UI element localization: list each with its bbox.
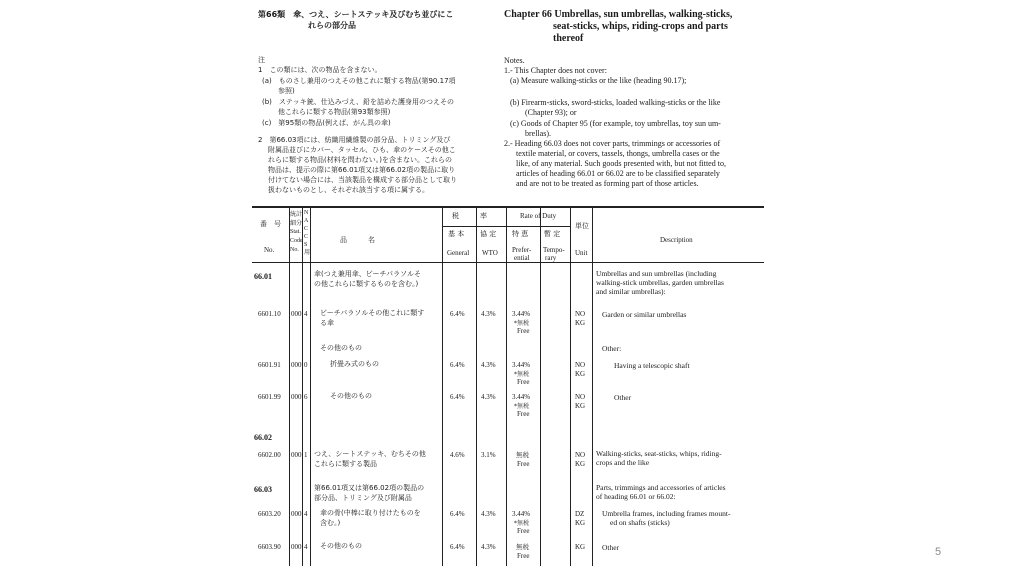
header-temp-en-1: Tempo- <box>543 246 565 254</box>
row-6601-91-stat: 000 <box>291 361 302 369</box>
header-rate-jp: 税 率 <box>452 212 487 220</box>
notes-en-1: 1.- This Chapter does not cover: <box>504 66 607 75</box>
heading-66-02-no: 66.02 <box>254 433 272 442</box>
header-nacc-use: 用 <box>304 249 311 256</box>
notes-jp-1a-line2: 参照) <box>278 87 295 95</box>
header-nacc-c2: C <box>304 234 309 240</box>
row-6601-91-pref-1: 3.44% <box>512 361 531 369</box>
row-6601-99-nacc: 6 <box>304 393 308 401</box>
header-unit-jp: 単位 <box>575 222 589 230</box>
col-rule-4 <box>442 206 443 566</box>
notes-en-2-line1: 2.- Heading 66.03 does not cover parts, trimmings or accessories of <box>504 139 721 148</box>
row-6603-90-stat: 000 <box>291 543 302 551</box>
row-6601-10-jp-1: ビーチパラソルその他これに類す <box>320 309 425 317</box>
row-6603-90-unit: KG <box>575 543 586 551</box>
row-6601-99-wto: 4.3% <box>481 393 496 401</box>
row-6601-91-wto: 4.3% <box>481 361 496 369</box>
row-6603-20-pref-2: *無税 <box>514 520 530 527</box>
heading-66-01-en-1: Umbrellas and sun umbrellas (including <box>596 269 717 278</box>
chapter-title-jp-line1: 第66類 傘、つえ、シートステッキ及びむち並びにこ <box>258 10 454 19</box>
row-6602-00-unit-1: NO <box>575 451 586 459</box>
chapter-title-jp-line2: れらの部分品 <box>308 21 356 30</box>
row-6603-20-no: 6603.20 <box>258 510 281 518</box>
heading-66-03-en-1: Parts, trimmings and accessories of articles <box>596 483 726 492</box>
row-6601-99-no: 6601.99 <box>258 393 281 401</box>
row-6601-99-unit-2: KG <box>575 402 586 410</box>
scanned-tariff-page <box>252 6 770 570</box>
notes-en-2-line3: like, of any material. Such goods presented with, but not fitted to, <box>516 159 726 168</box>
header-pref-en-1: Prefer- <box>512 246 532 254</box>
header-stat-4: Code <box>290 238 303 244</box>
row-6603-20-jp-2: 含む。) <box>320 519 341 527</box>
header-wto-en: WTO <box>482 249 498 257</box>
header-pref-en-2: ential <box>514 254 530 262</box>
row-6603-90-pref-1: 無税 <box>516 543 529 551</box>
subheading-other-en: Other: <box>602 344 622 353</box>
header-no-en: No. <box>264 246 275 254</box>
notes-en-2-line5: and are not to be treated as forming part of those articles. <box>516 179 699 188</box>
notes-jp-2-line5: 付けてない場合には、当該製品を構成する部分品として取り <box>268 176 457 184</box>
row-6602-00-nacc: 1 <box>304 451 308 459</box>
col-rule-9 <box>592 206 593 566</box>
row-6601-99-en: Other <box>614 393 632 402</box>
row-6603-90-general: 6.4% <box>450 543 465 551</box>
row-6603-20-general: 6.4% <box>450 510 465 518</box>
row-6601-10-unit-2: KG <box>575 319 586 327</box>
header-rate-en: Rate of Duty <box>520 212 557 220</box>
row-6603-20-stat: 000 <box>291 510 302 518</box>
chapter-title-en-line1: Chapter 66 Umbrellas, sun umbrellas, walking-sticks, <box>504 9 733 20</box>
row-6603-20-en-2: ed on shafts (sticks) <box>610 518 670 527</box>
row-6602-00-en-1: Walking-sticks, seat-sticks, whips, riding- <box>596 449 722 458</box>
row-6601-10-stat: 000 <box>291 310 302 318</box>
header-unit-en: Unit <box>575 249 588 257</box>
col-rule-7 <box>540 206 541 566</box>
header-no-jp: 番 号 <box>260 220 281 228</box>
row-6601-99-pref-3: Free <box>517 410 530 418</box>
header-wto-jp: 協 定 <box>480 230 497 238</box>
row-6601-91-pref-2: *無税 <box>514 371 530 378</box>
heading-66-03-en-2: of heading 66.01 or 66.02: <box>596 492 676 501</box>
chapter-title-en-line3: thereof <box>553 33 584 44</box>
notes-en-2-line4: articles of heading 66.01 or 66.02 are to be classified separately <box>516 169 720 178</box>
row-6601-99-stat: 000 <box>291 393 302 401</box>
heading-66-01-jp-1: 傘(つえ兼用傘、ビーチパラソルそ <box>314 270 422 278</box>
row-6602-00-jp-1: つえ、シートステッキ、むちその他 <box>314 450 426 458</box>
header-name-jp: 品 名 <box>340 236 375 244</box>
col-rule-6 <box>506 206 507 566</box>
row-6603-90-nacc: 4 <box>304 543 308 551</box>
chapter-title-en-line2: seat-sticks, whips, riding-crops and parts <box>553 21 728 32</box>
row-6601-10-nacc: 4 <box>304 310 308 318</box>
heading-66-01-no: 66.01 <box>254 272 272 281</box>
row-6601-91-en: Having a telescopic shaft <box>614 361 690 370</box>
row-6602-00-no: 6602.00 <box>258 451 281 459</box>
notes-en-1b-line2: (Chapter 93); or <box>525 108 577 117</box>
row-6603-90-en: Other <box>602 543 620 552</box>
notes-en-1c-line2: brellas). <box>525 129 551 138</box>
table-top-rule <box>252 206 764 208</box>
col-rule-8 <box>570 206 571 566</box>
heading-66-03-no: 66.03 <box>254 485 272 494</box>
row-6602-00-pref-2: Free <box>517 460 530 468</box>
row-6601-91-pref-3: Free <box>517 378 530 386</box>
row-6603-20-jp-1: 傘の骨(中棒に取り付けたものを <box>320 509 421 517</box>
row-6603-20-pref-3: Free <box>517 527 530 535</box>
row-6602-00-wto: 3.1% <box>481 451 496 459</box>
row-6602-00-pref-1: 無税 <box>516 451 529 459</box>
header-stat-2: 細分 <box>290 220 303 227</box>
notes-jp-1a-line1: (a) ものさし兼用のつえその他これに類する物品(第90.17項 <box>262 77 456 85</box>
row-6601-10-unit-1: NO <box>575 310 586 318</box>
header-nacc-n: N <box>304 210 309 216</box>
row-6601-99-jp: その他のもの <box>330 392 372 400</box>
row-6602-00-jp-2: これらに類する製品 <box>314 460 377 468</box>
heading-66-03-jp-1: 第66.01項又は第66.02項の製品の <box>314 484 425 492</box>
notes-jp-1: 1 この類には、次の物品を含まない。 <box>258 66 382 74</box>
col-rule-1 <box>289 206 290 566</box>
notes-jp-2-line3: れらに類する物品(材料を問わない。)を含まない。これらの <box>268 156 452 164</box>
row-6602-00-unit-2: KG <box>575 460 586 468</box>
heading-66-01-jp-2: の他これらに類するものを含む。) <box>314 280 419 288</box>
header-pref-jp: 特 恵 <box>512 230 529 238</box>
slide-number: 5 <box>935 546 942 558</box>
row-6603-20-wto: 4.3% <box>481 510 496 518</box>
notes-jp-2-line1: 2 第66.03項には、紡織用繊維製の部分品、トリミング及び <box>258 136 451 144</box>
notes-en-heading: Notes. <box>504 56 525 65</box>
row-6601-91-unit-1: NO <box>575 361 586 369</box>
notes-jp-1b-line2: 他これらに類する物品(第93類参照) <box>278 108 391 116</box>
header-description: Description <box>660 236 693 244</box>
row-6601-99-pref-1: 3.44% <box>512 393 531 401</box>
row-6601-91-jp: 折畳み式のもの <box>330 360 379 368</box>
row-6601-99-pref-2: *無税 <box>514 403 530 410</box>
header-nacc-s: S <box>304 242 308 248</box>
heading-66-01-en-2: walking-stick umbrellas, garden umbrellas <box>596 278 724 287</box>
notes-en-1a: (a) Measure walking-sticks or the like (heading 90.17); <box>510 76 687 85</box>
row-6601-99-general: 6.4% <box>450 393 465 401</box>
row-6601-10-jp-2: る傘 <box>320 319 334 327</box>
row-6601-10-no: 6601.10 <box>258 310 281 318</box>
row-6603-90-jp: その他のもの <box>320 542 362 550</box>
row-6602-00-general: 4.6% <box>450 451 465 459</box>
table-header-rule <box>252 262 764 263</box>
heading-66-01-en-3: and similar umbrellas): <box>596 287 666 296</box>
header-temp-en-2: rary <box>545 254 557 262</box>
row-6601-10-en: Garden or similar umbrellas <box>602 310 687 319</box>
notes-en-1c-line1: (c) Goods of Chapter 95 (for example, toy umbrellas, toy sun um- <box>510 119 721 128</box>
row-6601-10-general: 6.4% <box>450 310 465 318</box>
col-rule-2 <box>302 206 303 566</box>
header-stat-3: Stat. <box>290 229 301 235</box>
header-stat-1: 統計 <box>290 211 303 218</box>
header-general-en: General <box>447 249 470 257</box>
notes-en-2-line2: textile material, or covers, tassels, thongs, umbrella cases or the <box>516 149 720 158</box>
row-6601-91-nacc: 0 <box>304 361 308 369</box>
notes-en-1b-line1: (b) Firearm-sticks, sword-sticks, loaded walking-sticks or the like <box>510 98 721 107</box>
row-6601-10-pref-1: 3.44% <box>512 310 531 318</box>
col-rule-3 <box>310 206 311 566</box>
row-6603-20-en-1: Umbrella frames, including frames mount- <box>602 509 731 518</box>
header-stat-5: No. <box>290 247 299 253</box>
row-6601-91-unit-2: KG <box>575 370 586 378</box>
notes-jp-2-line4: 物品は、提示の際に第66.01項又は第66.02項の製品に取り <box>268 166 456 174</box>
col-rule-5 <box>476 206 477 566</box>
header-temp-jp: 暫 定 <box>544 230 561 238</box>
row-6603-20-unit-2: KG <box>575 519 586 527</box>
row-6603-20-nacc: 4 <box>304 510 308 518</box>
notes-jp-2-line6: 扱わないものとし、それぞれ該当する項に属する。 <box>268 186 429 194</box>
header-nacc-c1: C <box>304 226 309 232</box>
row-6602-00-en-2: crops and the like <box>596 458 650 467</box>
notes-jp-1b-line1: (b) ステッキ銃、仕込みづえ、鉛を詰めた護身用のつえその <box>262 98 455 106</box>
row-6601-99-unit-1: NO <box>575 393 586 401</box>
header-nacc-a: A <box>304 218 309 224</box>
notes-jp-1c: (c) 第95類の物品(例えば、がん具の傘) <box>262 119 391 127</box>
heading-66-03-jp-2: 部分品、トリミング及び附属品 <box>314 494 412 502</box>
row-6603-90-wto: 4.3% <box>481 543 496 551</box>
row-6602-00-stat: 000 <box>291 451 302 459</box>
row-6603-20-pref-1: 3.44% <box>512 510 531 518</box>
subheading-other-jp: その他のもの <box>320 344 362 352</box>
row-6601-10-pref-3: Free <box>517 327 530 335</box>
row-6603-90-pref-2: Free <box>517 552 530 560</box>
notes-jp-2-line2: 附属品並びにカバー、タッセル、ひも、傘のケースその他こ <box>268 146 456 154</box>
row-6603-90-no: 6603.90 <box>258 543 281 551</box>
notes-jp-heading: 注 <box>258 56 265 64</box>
row-6601-91-general: 6.4% <box>450 361 465 369</box>
row-6601-10-pref-2: *無税 <box>514 320 530 327</box>
row-6601-10-wto: 4.3% <box>481 310 496 318</box>
row-6603-20-unit-1: DZ <box>575 510 585 518</box>
header-general-jp: 基 本 <box>448 230 465 238</box>
row-6601-91-no: 6601.91 <box>258 361 281 369</box>
